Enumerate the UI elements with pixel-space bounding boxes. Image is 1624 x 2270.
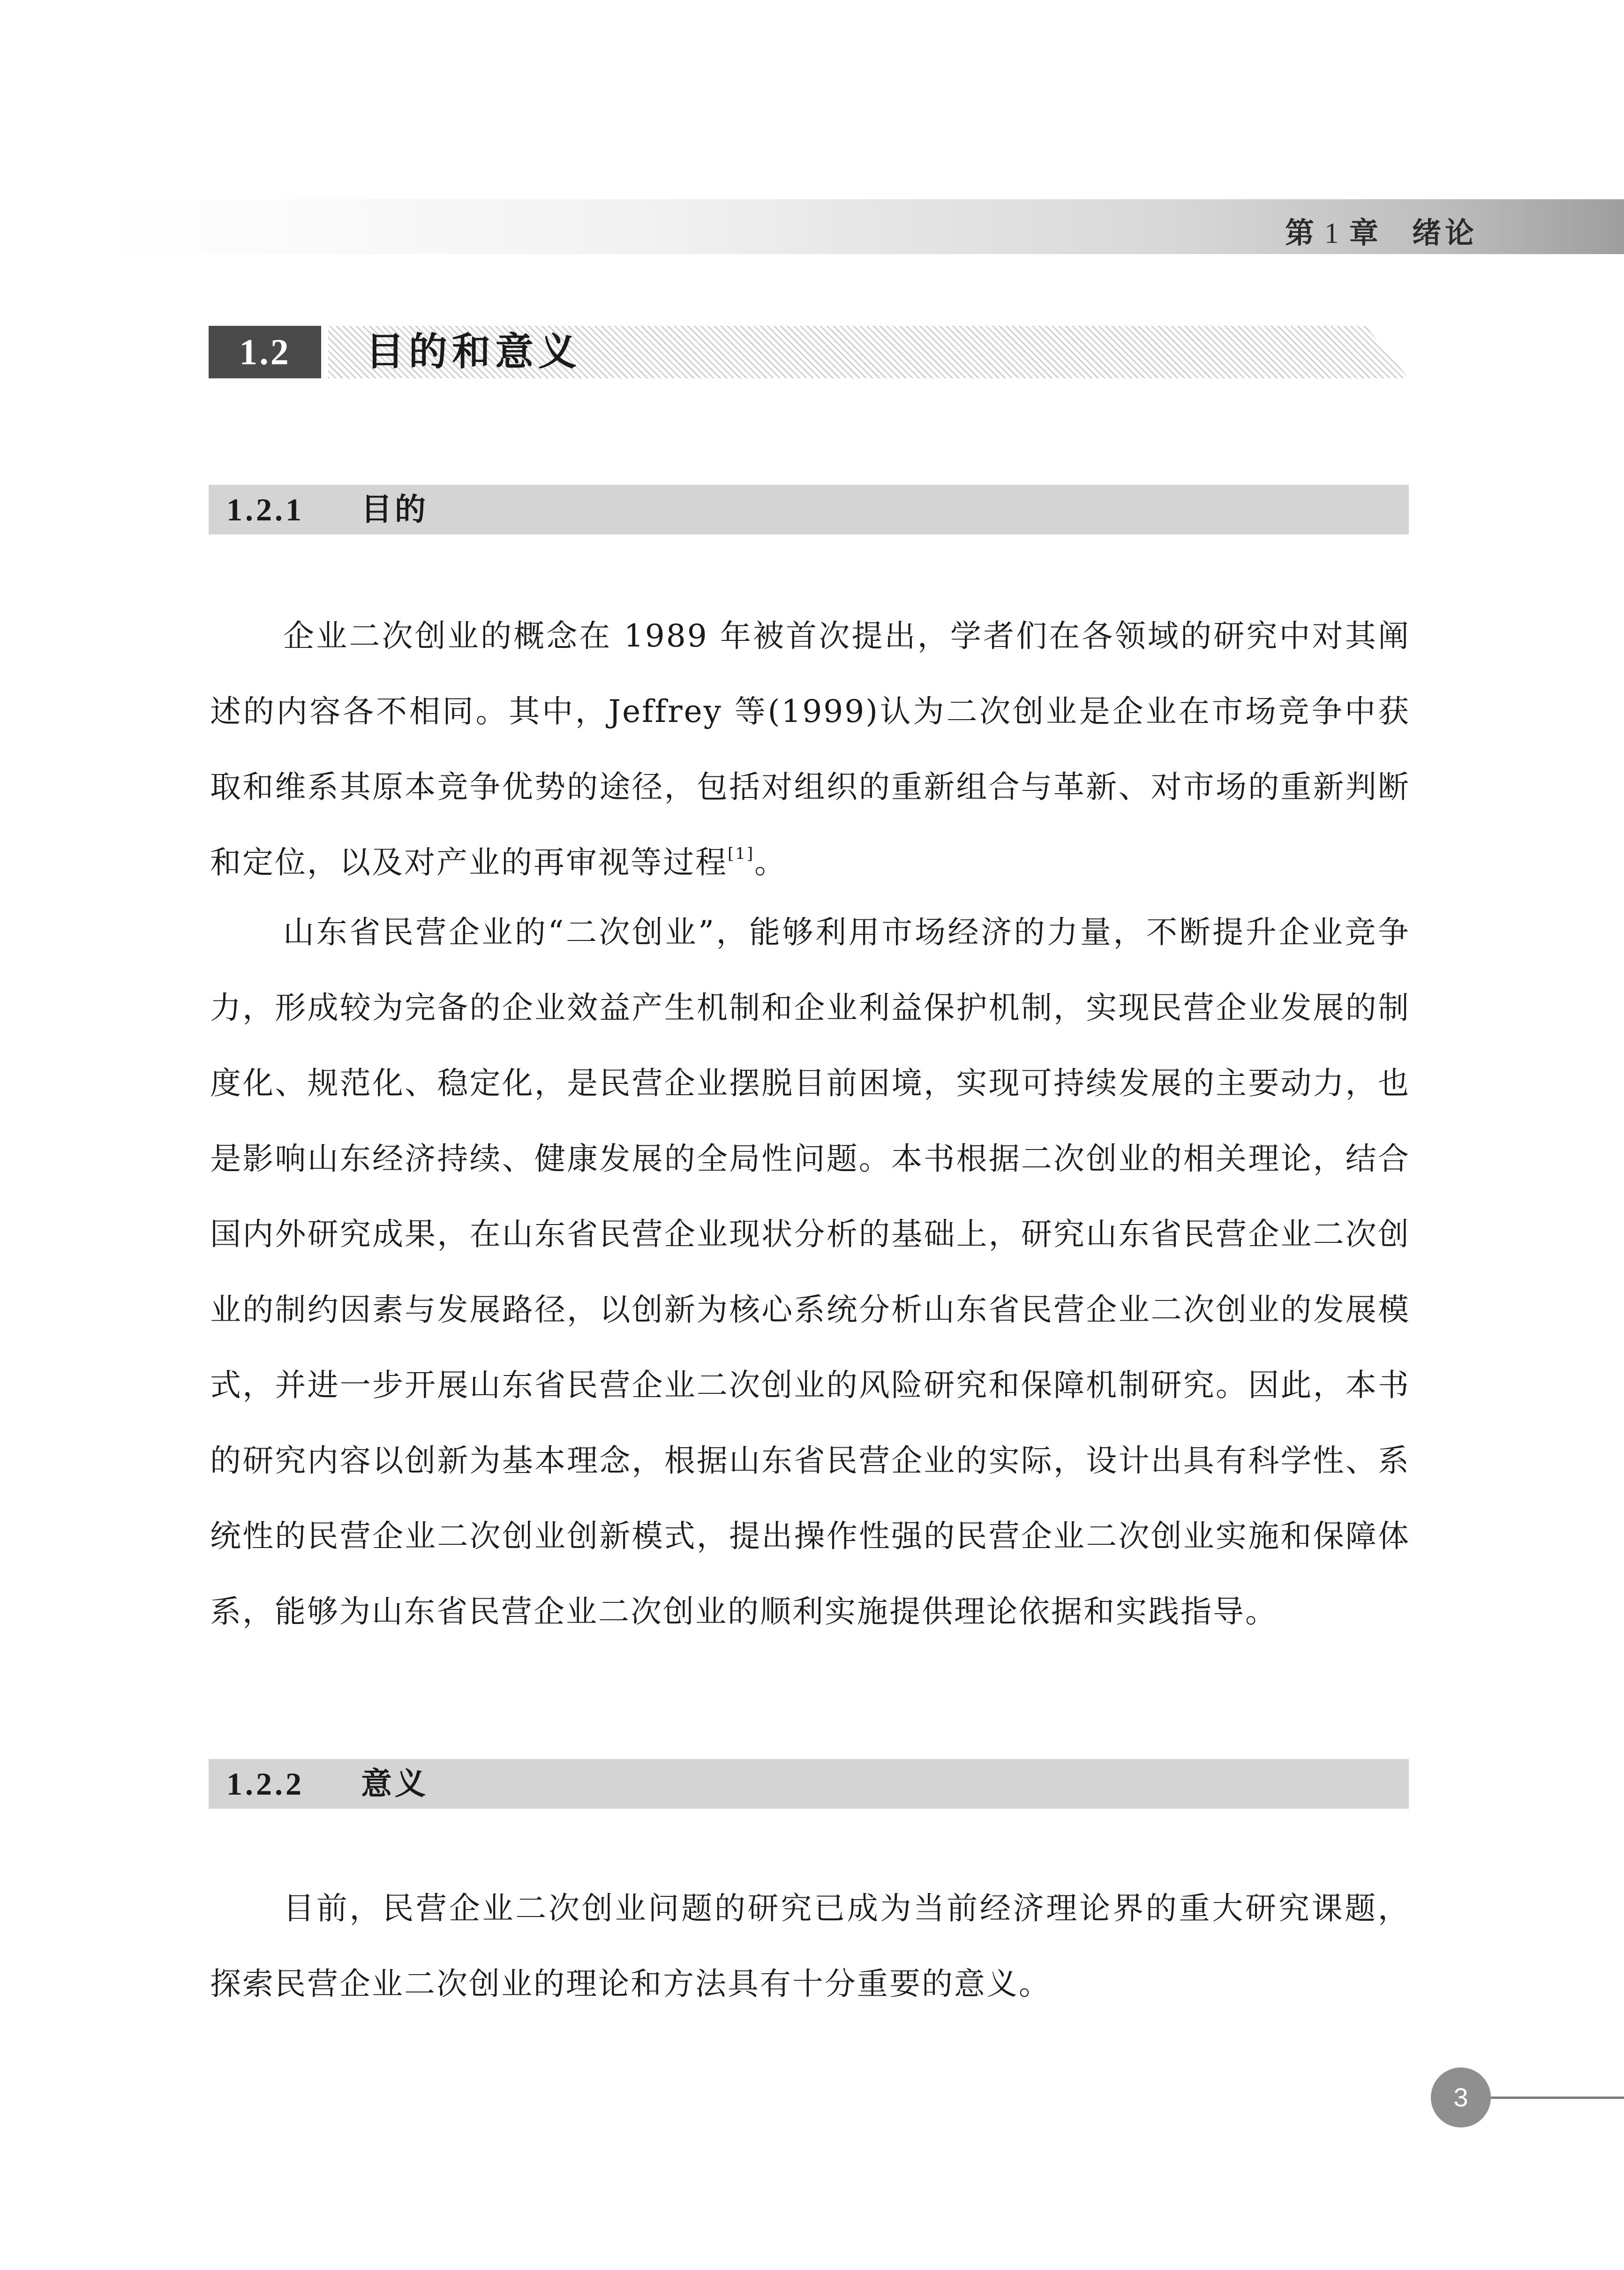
page-number: 3 xyxy=(1431,2067,1491,2127)
subsection-title: 目的 xyxy=(361,491,429,527)
paragraph-significance-1: 目前，民营企业二次创业问题的研究已成为当前经济理论界的重大研究课题，探索民营企业二次创业的理论和方法具有十分重要的意义。 xyxy=(210,1890,1410,2002)
paragraph-end: 。 xyxy=(754,844,787,880)
section-number: 1.2 xyxy=(209,326,321,378)
subsection-number: 1.2.2 xyxy=(226,1766,304,1802)
citation-ref: [1] xyxy=(728,844,755,863)
subsection-title: 意义 xyxy=(361,1766,429,1802)
paragraph-text: 企业二次创业的概念在 1989 年被首次提出，学者们在各领域的研究中对其阐述的内容各不相同。其中，Jeffrey 等(1999)认为二次创业是企业在市场竞争中获取和维系其原本竞争优势的途径，包括对组织的重新组合与革新、对市场的重新判断和定位，以及对产业的再审视等过程 xyxy=(210,618,1410,880)
subsection-heading-purpose xyxy=(209,485,1409,534)
subsection-heading-significance xyxy=(209,1759,1409,1809)
paragraph-purpose-1 xyxy=(210,598,1410,900)
section-heading xyxy=(209,326,1409,378)
paragraph-purpose-2: 山东省民营企业的“二次创业”，能够利用市场经济的力量，不断提升企业竞争力，形成较为完备的企业效益产生机制和企业利益保护机制，实现民营企业发展的制度化、规范化、稳定化，是民营企业摆脱目前困境，实现可持续发展的主要动力，也是影响山东经济持续、健康发展的全局性问题。本书根据二次创业的相关理论，结合国内外研究成果，在山东省民营企业现状分析的基础上，研究山东省民营企业二次创业的制约因素与发展路径，以创新为核心系统分析山东省民营企业二次创业的发展模式，并进一步开展山东省民营企业二次创业的风险研究和保障机制研究。因此，本书的研究内容以创新为基本理念，根据山东省民营企业的实际，设计出具有科学性、系统性的民营企业二次创业创新模式，提出操作性强的民营企业二次创业实施和保障体系，能够为山东省民营企业二次创业的顺利实施提供理论依据和实践指导。 xyxy=(210,914,1410,1630)
chapter-prefix: 第 xyxy=(1285,216,1318,250)
page-number-rule xyxy=(1491,2097,1624,2099)
section-title: 目的和意义 xyxy=(366,330,582,374)
chapter-suffix: 章 xyxy=(1349,216,1382,250)
chapter-title: 绪论 xyxy=(1412,216,1478,250)
subsection-number: 1.2.1 xyxy=(226,492,304,527)
running-header xyxy=(108,199,1624,254)
chapter-number: 1 xyxy=(1324,218,1343,249)
chapter-label xyxy=(1285,210,1478,251)
